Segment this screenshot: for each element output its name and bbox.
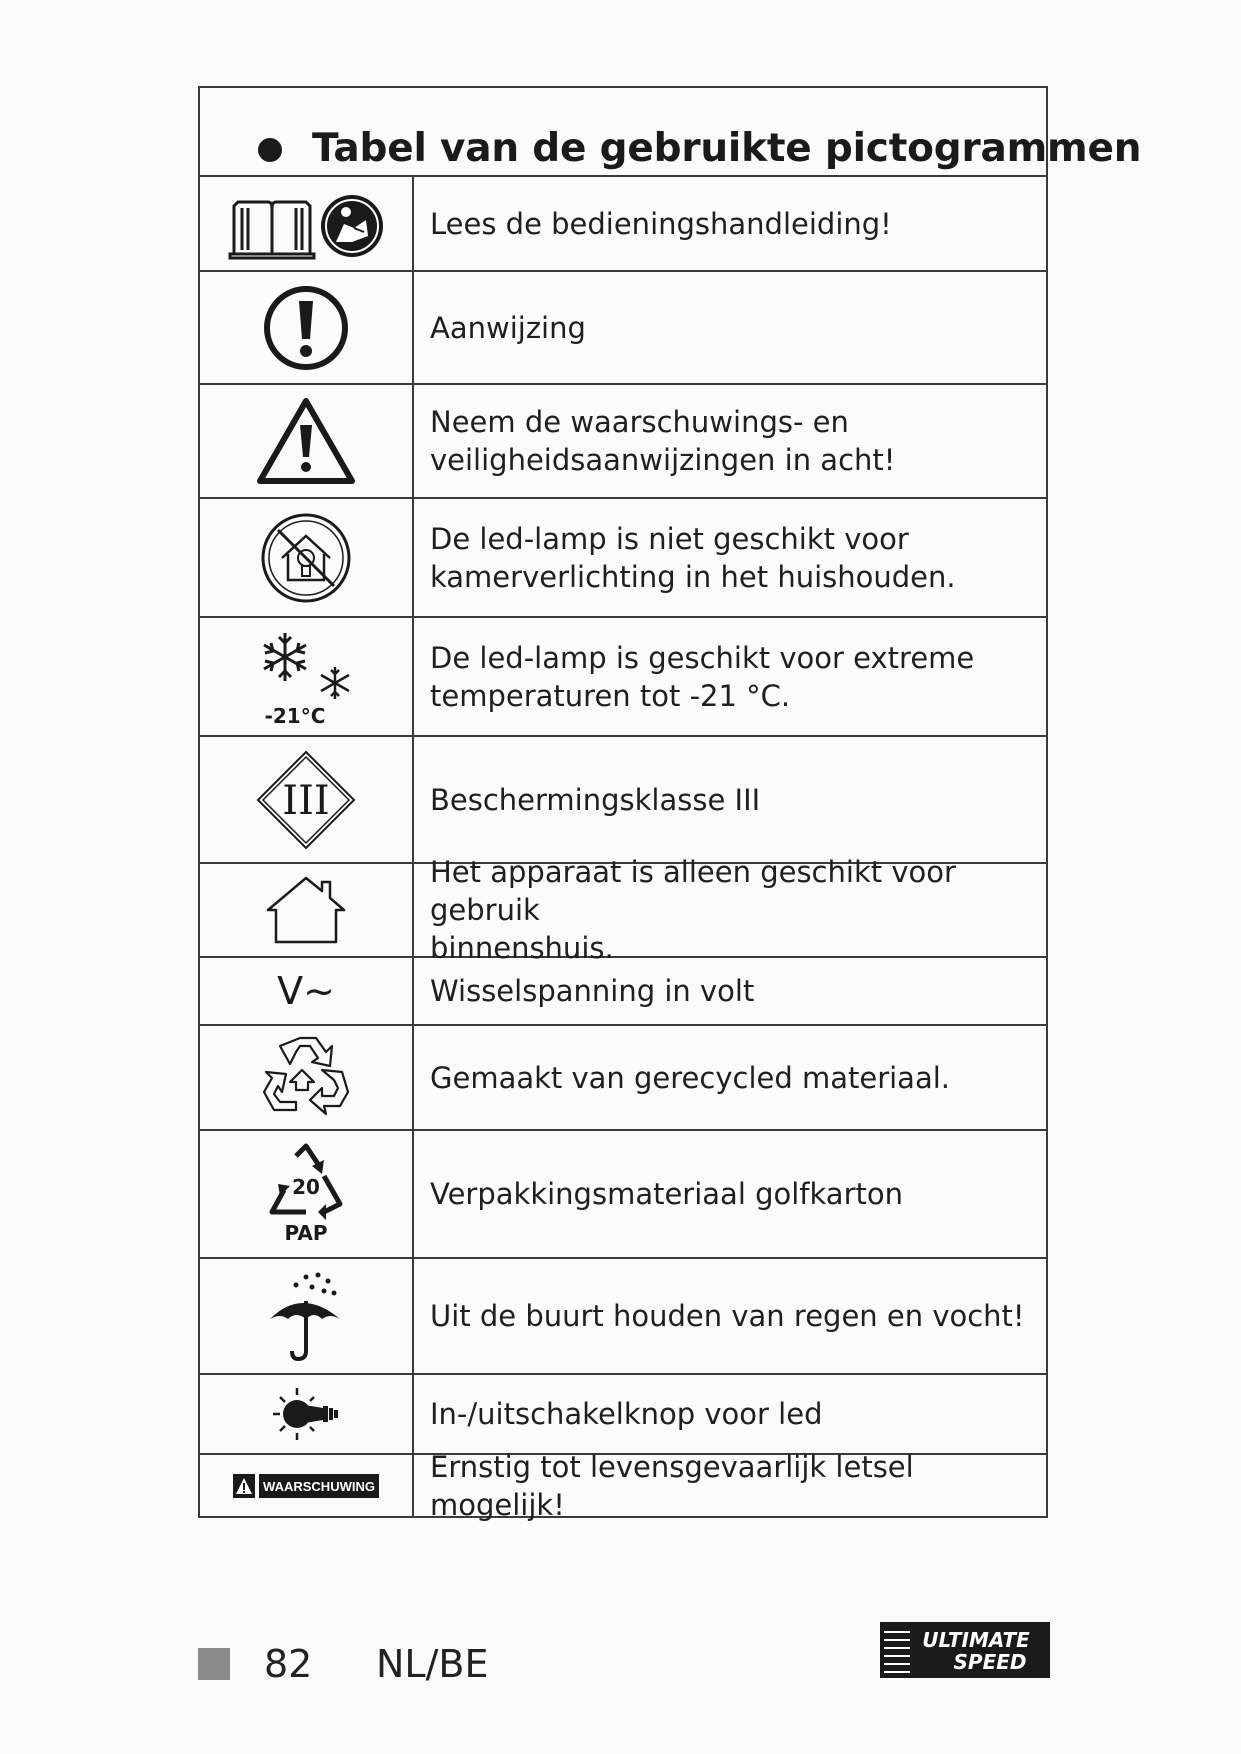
read-manual-icon [226,184,386,264]
warning-triangle-icon [254,395,358,487]
table-row [200,1026,1046,1131]
row-description: Wisselspanning in volt [430,974,755,1008]
table-row [200,1259,1046,1375]
warning-label-icon [233,1474,379,1498]
table-row [200,618,1046,737]
row-description: Neem de waarschuwings- en veiligheidsaanwijzingen in acht! [430,405,896,477]
table-title-row [200,88,1142,177]
row-description: Gemaakt van gerecycled materiaal. [430,1060,951,1095]
snowflake-icon [251,627,361,727]
keep-dry-umbrella-icon [266,1271,346,1361]
table-row [200,177,1046,272]
row-description: De led-lamp is niet geschikt voor kamerverlichting in het huishouden. [430,521,956,594]
row-description: Beschermingsklasse III [430,782,761,817]
table-row [200,385,1046,499]
table-row [200,499,1046,618]
recycled-material-icon [260,1034,352,1122]
ultimate-speed-logo [880,1622,1050,1678]
table-row [200,855,1046,965]
row-description: Verpakkingsmateriaal golfkarton [430,1177,903,1211]
table-row [200,737,1046,864]
indoor-use-house-icon [264,874,348,946]
table-title: Tabel van de gebruikte pictogrammen [312,126,1142,171]
table-row [200,272,1046,385]
table-row [200,1131,1046,1259]
bullet-icon [258,138,282,162]
icon-label: -21°C [264,703,326,727]
pictogram-table [198,86,1142,1522]
exclamation-circle-icon [261,283,351,373]
page-number: 82 [264,1642,313,1686]
table-row [200,958,1046,1026]
row-description: Lees de bedieningshandleiding! [430,206,892,241]
row-description: In-/uitschakelknop voor led [430,1397,823,1431]
protection-class-iii-icon [254,748,358,852]
table-row [200,1375,1046,1455]
language-code: NL/BE [376,1642,489,1686]
icon-label: WAARSCHUWING [263,1478,375,1494]
logo-text-top: ULTIMATE [922,1628,1030,1652]
table-row [200,1449,1046,1522]
footer-square-marker [198,1648,230,1680]
icon-label: III [282,777,330,824]
row-description: Uit de buurt houden van regen en vocht! [430,1299,1025,1333]
row-description: Ernstig tot levensgevaarlijk letsel mogelijk! [430,1449,914,1522]
icon-label-bottom: PAP [284,1221,328,1245]
led-switch-bulb-icon [271,1386,341,1442]
pap-20-recycling-icon [260,1142,352,1246]
row-description: Aanwijzing [430,310,586,345]
alternating-voltage-icon: V~ [277,969,335,1013]
row-description: De led-lamp is geschikt voor extreme temperaturen tot -21 °C. [430,640,975,713]
row-description: Het apparaat is alleen geschikt voor gebruik binnenshuis. [430,855,956,965]
logo-text-bottom: SPEED [953,1650,1027,1674]
no-household-lighting-icon [258,510,354,606]
icon-label-top: 20 [292,1175,320,1199]
